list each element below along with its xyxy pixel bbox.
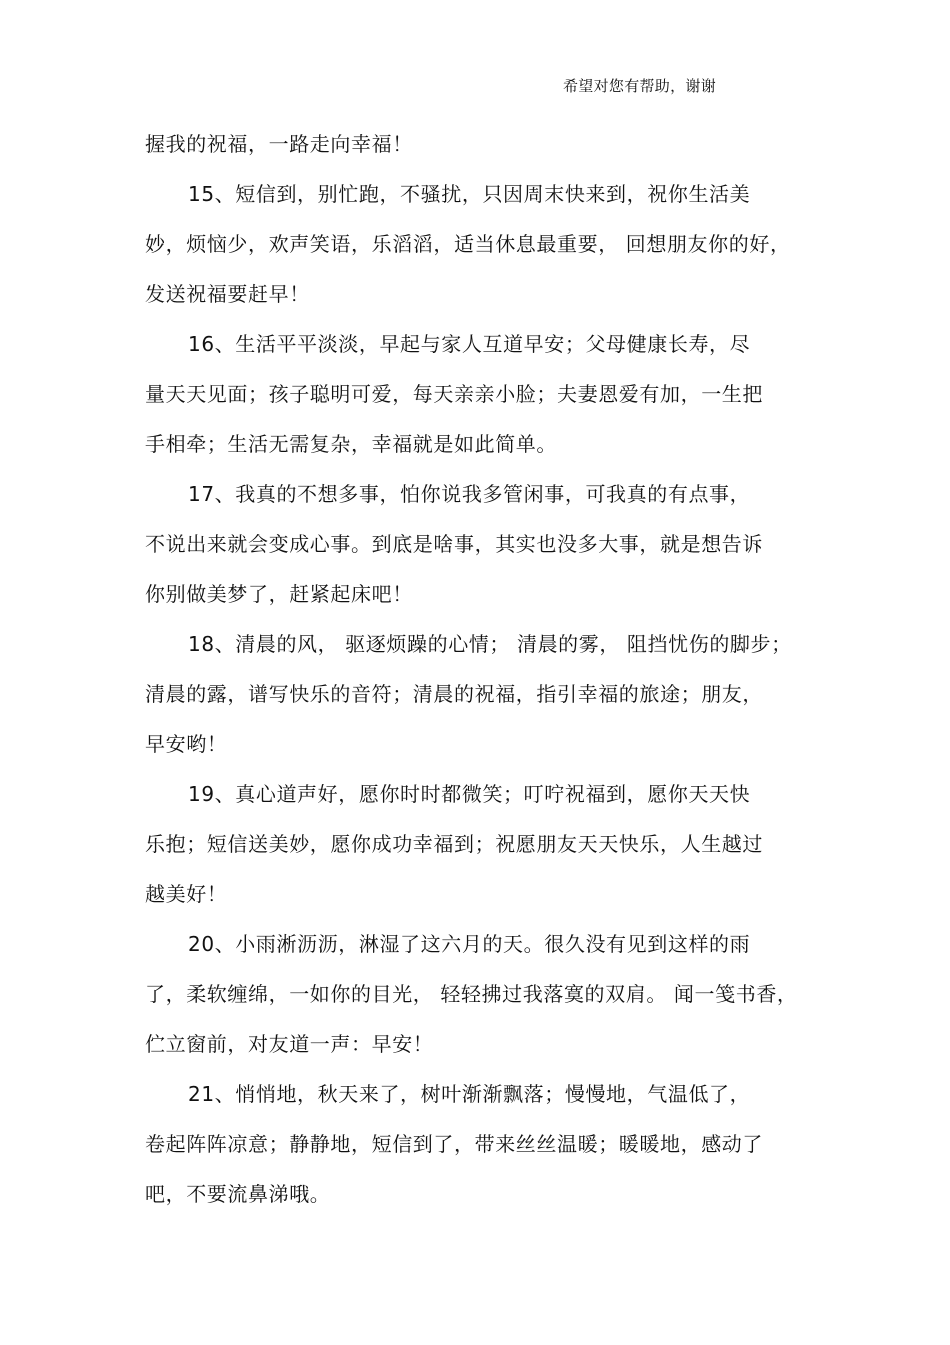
paragraph-21-line-1: 21、悄悄地，秋天来了，树叶渐渐飘落；慢慢地，气温低了，	[188, 1082, 751, 1106]
paragraph-17-line-1: 17、我真的不想多事，怕你说我多管闲事，可我真的有点事，	[188, 482, 751, 506]
paragraph-15-line-2: 妙，烦恼少，欢声笑语，乐滔滔，适当休息最重要， 回想朋友你的好，	[145, 232, 791, 256]
paragraph-17-line-2: 不说出来就会变成心事。到底是啥事，其实也没多大事，就是想告诉	[145, 532, 763, 556]
paragraph-15-line-1: 15、短信到，别忙跑，不骚扰，只因周末快来到，祝你生活美	[188, 182, 751, 206]
paragraph-19-line-2: 乐抱；短信送美妙，愿你成功幸福到；祝愿朋友天天快乐，人生越过	[145, 832, 763, 856]
text-line: 握我的祝福，一路走向幸福！	[145, 132, 413, 156]
paragraph-21-line-2: 卷起阵阵凉意；静静地，短信到了，带来丝丝温暖；暖暖地，感动了	[145, 1132, 763, 1156]
paragraph-15-line-3: 发送祝福要赶早！	[145, 282, 310, 306]
paragraph-16-line-3: 手相牵；生活无需复杂，幸福就是如此简单。	[145, 432, 557, 456]
paragraph-16-line-1: 16、生活平平淡淡，早起与家人互道早安；父母健康长寿，尽	[188, 332, 751, 356]
paragraph-19-line-1: 19、真心道声好，愿你时时都微笑；叮咛祝福到，愿你天天快	[188, 782, 751, 806]
paragraph-21-line-3: 吧，不要流鼻涕哦。	[145, 1182, 331, 1206]
paragraph-18-line-2: 清晨的露，谱写快乐的音符；清晨的祝福，指引幸福的旅途；朋友，	[145, 682, 763, 706]
paragraph-16-line-2: 量天天见面；孩子聪明可爱，每天亲亲小脸；夫妻恩爱有加，一生把	[145, 382, 763, 406]
header-note: 希望对您有帮助，谢谢	[563, 77, 717, 95]
paragraph-17-line-3: 你别做美梦了，赶紧起床吧！	[145, 582, 413, 606]
paragraph-18-line-3: 早安哟！	[145, 732, 228, 756]
paragraph-20-line-2: 了，柔软缠绵，一如你的目光， 轻轻拂过我落寞的双肩。 闻一笺书香，	[145, 982, 798, 1006]
paragraph-19-line-3: 越美好！	[145, 882, 228, 906]
paragraph-18-line-1: 18、清晨的风， 驱逐烦躁的心情； 清晨的雾， 阻挡忧伤的脚步；	[188, 632, 792, 656]
paragraph-20-line-3: 伫立窗前，对友道一声：早安！	[145, 1032, 434, 1056]
paragraph-20-line-1: 20、小雨淅沥沥，淋湿了这六月的天。很久没有见到这样的雨	[188, 932, 751, 956]
